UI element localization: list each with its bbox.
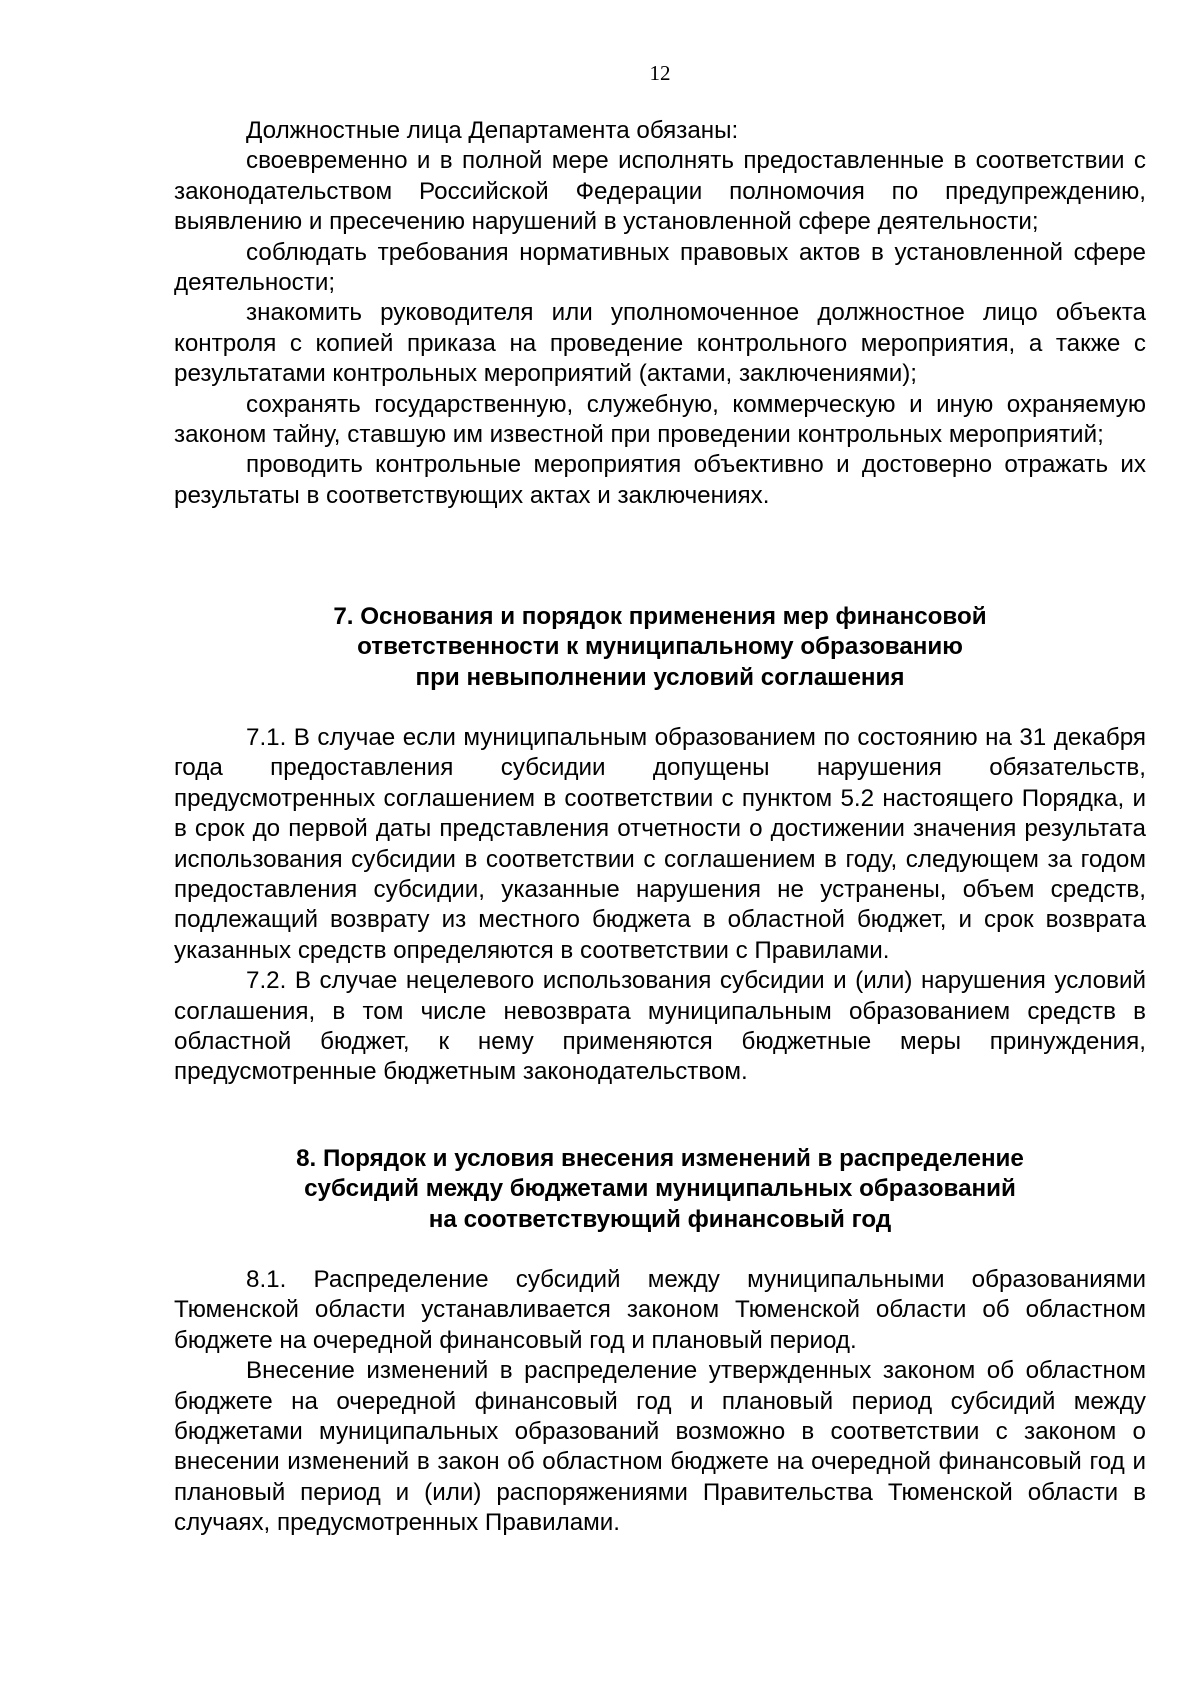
paragraph: проводить контрольные мероприятия объективно и достоверно отражать их результаты в соответствующих актах и заключениях. [174, 451, 1146, 509]
officials-duties-block [174, 116, 1146, 511]
page-number: 12 [649, 61, 671, 85]
section-8-heading [174, 1144, 1146, 1235]
paragraph: Должностные лица Департамента обязаны: [246, 117, 739, 144]
paragraph: 7.2. В случае нецелевого использования субсидии и (или) нарушения условий соглашения, в том числе невозврата муниципальным образованием средств в областной бюджет, к нему применяются бюджетные меры принуждения, предусмотренные бюджетным законодательством. [174, 967, 1146, 1086]
paragraph: сохранять государственную, служебную, коммерческую и иную охраняемую законом тайну, ставшую им известной при проведении контрольных мероприятий; [174, 390, 1146, 449]
paragraph: Внесение изменений в распределение утвержденных законом об областном бюджете на очередной финансовый год и плановый период субсидий между бюджетами муниципальных образований возможно в соответствии с законом о внесении изменений в закон об областном бюджете на очередной финансовый год и плановый период и (или) распоряжениями Правительства Тюменской области в случаях, предусмотренных Правилами. [174, 1357, 1146, 1537]
paragraph: 7.1. В случае если муниципальным образованием по состоянию на 31 декабря года предоставления субсидии допущены нарушения обязательств, предусмотренных соглашением в соответствии с пунктом 5.2 настоящего Порядка, и в срок до первой даты представления отчетности о достижении значения результата использования субсидии в соответствии с соглашением в году, следующем за годом предоставления субсидии, указанные нарушения не устранены, объем средств, подлежащий возврату из местного бюджета в областной бюджет, и срок возврата указанных средств определяются в соответствии с Правилами. [174, 724, 1146, 964]
heading-line: ответственности к муниципальному образованию [357, 633, 963, 661]
heading-line: субсидий между бюджетами муниципальных образований [304, 1175, 1016, 1203]
heading-line: на соответствующий финансовый год [428, 1205, 892, 1233]
paragraph: соблюдать требования нормативных правовых актов в установленной сфере деятельности; [174, 238, 1146, 297]
heading-line: 8. Порядок и условия внесения изменений в распределение [296, 1145, 1024, 1172]
section-7-heading [174, 602, 1146, 693]
paragraph: 8.1. Распределение субсидий между муниципальными образованиями Тюменской области устанавливается законом Тюменской области об областном бюджете на очередной финансовый год и плановый период. [174, 1266, 1146, 1354]
section-8-body [174, 1265, 1146, 1539]
heading-line: 7. Основания и порядок применения мер финансовой [333, 603, 987, 630]
paragraph: своевременно и в полной мере исполнять предоставленные в соответствии с законодательством Российской Федерации полномочия по предупреждению, выявлению и пресечению нарушений в установленной сфере деятельности; [174, 147, 1146, 236]
paragraph: знакомить руководителя или уполномоченное должностное лицо объекта контроля с копией приказа на проведение контрольного мероприятия, а также с результатами контрольных мероприятий (актами, заключениями); [174, 299, 1146, 388]
heading-line: при невыполнении условий соглашения [415, 663, 905, 691]
section-7-body [174, 723, 1146, 1088]
